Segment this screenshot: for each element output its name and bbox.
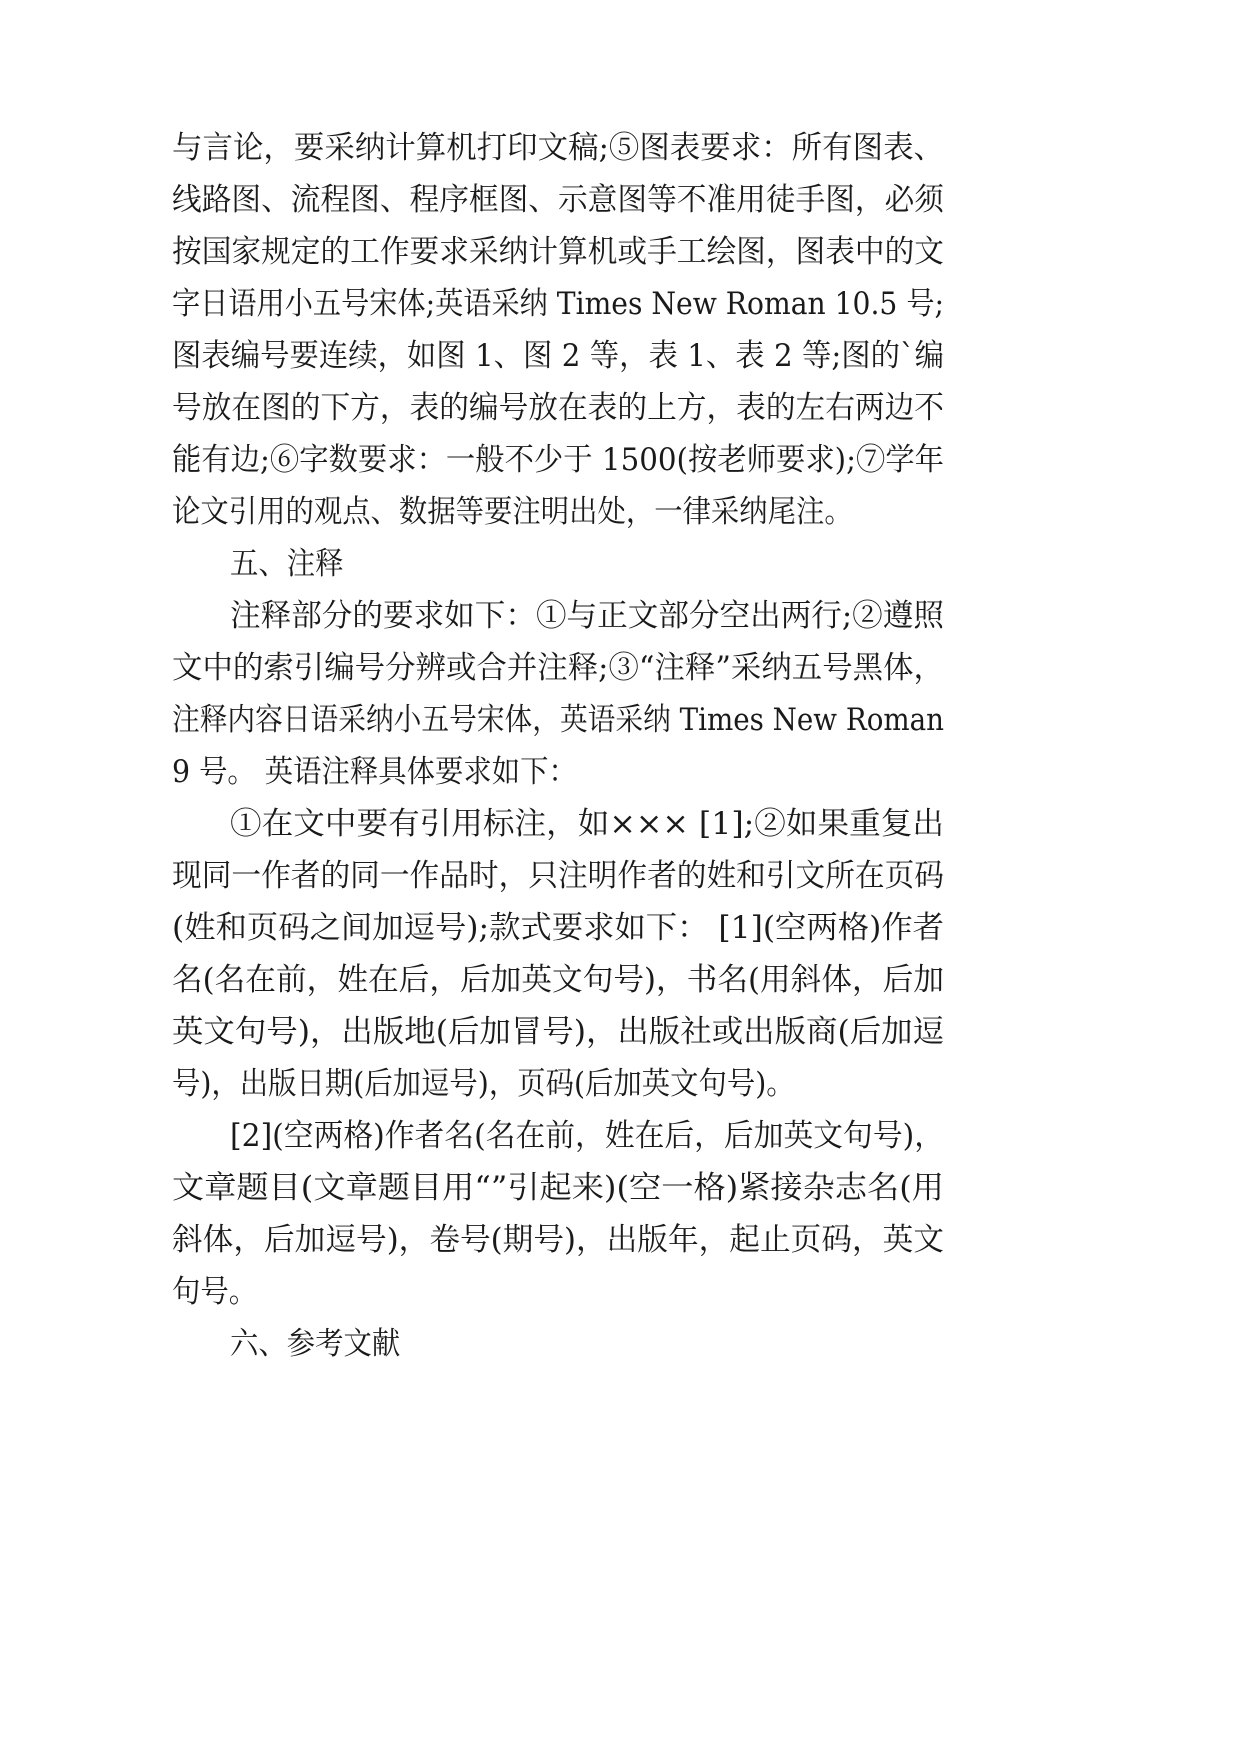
text-line: 图表编号要连续，如图 1、图 2 等，表 1、表 2 等;图的`编 xyxy=(172,338,945,374)
text-line: 线路图、流程图、程序框图、示意图等不准用徒手图，必须 xyxy=(172,182,944,218)
section-heading: 五、注释 xyxy=(230,546,344,582)
text-line: 9 号。 英语注释具体要求如下： xyxy=(172,754,577,790)
text-line: 注释内容日语采纳小五号宋体，英语采纳 Times New Roman xyxy=(172,702,945,738)
text-line: 字日语用小五号宋体;英语采纳 Times New Roman 10.5 号; xyxy=(172,286,944,322)
text-line: [2](空两格)作者名(名在前，姓在后，后加英文句号)， xyxy=(230,1118,945,1154)
text-line: 按国家规定的工作要求采纳计算机或手工绘图，图表中的文 xyxy=(172,234,944,270)
text-line: 号放在图的下方，表的编号放在表的上方，表的左右两边不 xyxy=(172,390,944,426)
text-line: 号)，出版日期(后加逗号)，页码(后加英文句号)。 xyxy=(172,1066,795,1102)
text-line: 名(名在前，姓在后，后加英文句号)，书名(用斜体，后加 xyxy=(172,962,945,998)
text-line: 句号。 xyxy=(172,1274,258,1310)
text-line: (姓和页码之间加逗号);款式要求如下： [1](空两格)作者 xyxy=(172,910,944,946)
text-line: 能有边;⑥字数要求：一般不少于 1500(按老师要求);⑦学年 xyxy=(172,442,945,478)
text-line: 文中的索引编号分辨或合并注释;③“注释”采纳五号黑体， xyxy=(172,650,944,686)
text-line: 文章题目(文章题目用“”引起来)(空一格)紧接杂志名(用 xyxy=(172,1170,945,1206)
text-line: 斜体，后加逗号)，卷号(期号)，出版年，起止页码，英文 xyxy=(172,1222,945,1258)
text-line: 注释部分的要求如下：①与正文部分空出两行;②遵照 xyxy=(230,598,944,634)
text-line: 现同一作者的同一作品时，只注明作者的姓和引文所在页码 xyxy=(172,858,944,894)
text-line: 英文句号)，出版地(后加冒号)，出版社或出版商(后加逗 xyxy=(172,1014,945,1050)
text-line: ①在文中要有引用标注，如××× [1];②如果重复出 xyxy=(230,806,945,842)
section-heading: 六、参考文献 xyxy=(230,1326,401,1362)
text-line: 与言论，要采纳计算机打印文稿;⑤图表要求：所有图表、 xyxy=(172,130,945,166)
text-line: 论文引用的观点、数据等要注明出处，一律采纳尾注。 xyxy=(172,494,853,530)
